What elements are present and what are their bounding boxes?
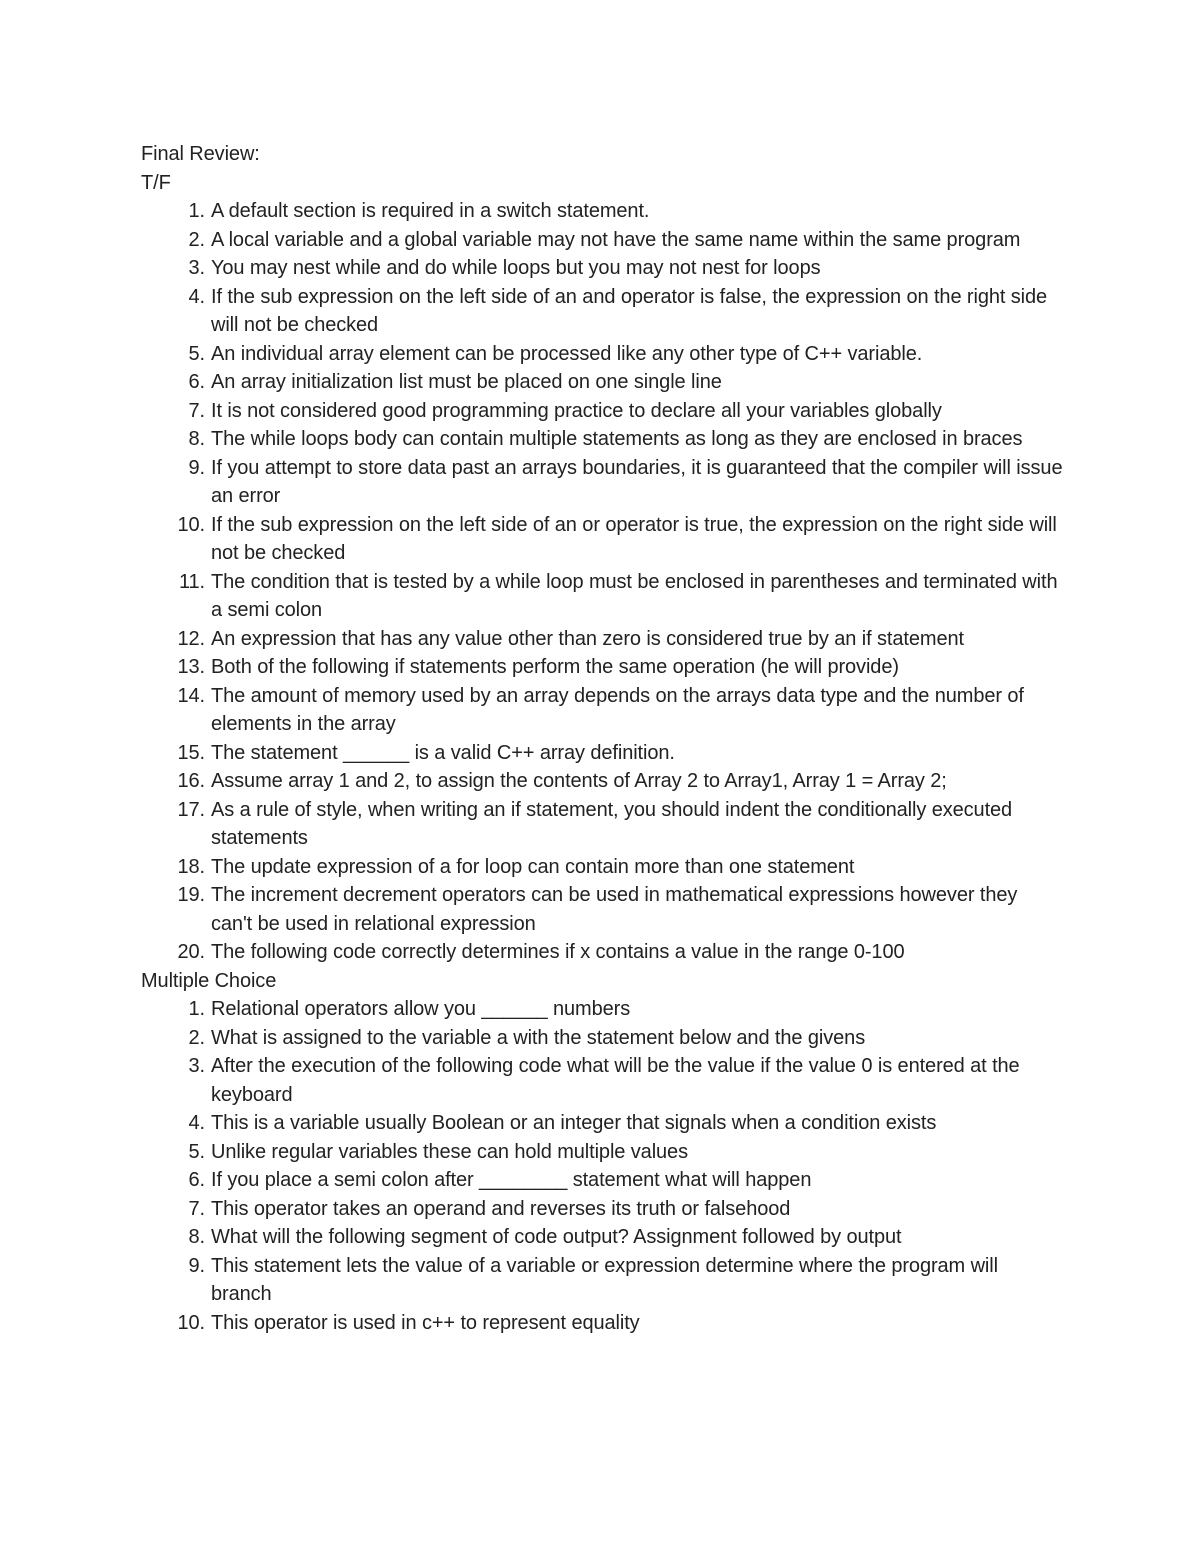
tf-question [141, 425, 1071, 454]
mc-question [141, 1223, 1071, 1252]
question-number: 2. [188, 1026, 205, 1049]
tf-question [141, 397, 1071, 426]
tf-question [141, 853, 1071, 882]
question-number: 9. [188, 1254, 205, 1277]
mc-question [141, 1166, 1071, 1195]
question-text: A default section is required in a switch statement. [211, 200, 650, 222]
question-number: 13. [177, 656, 205, 678]
tf-question [141, 368, 1071, 397]
question-text: This is a variable usually Boolean or an integer that signals when a condition exists [211, 1112, 937, 1134]
question-text: The amount of memory used by an array depends on the arrays data type and the number of elements in the array [211, 684, 1024, 735]
mc-section-heading: Multiple Choice [141, 969, 277, 992]
question-number: 19. [177, 884, 205, 906]
question-text: Unlike regular variables these can hold multiple values [211, 1140, 688, 1163]
question-number: 9. [188, 456, 205, 479]
question-text: If the sub expression on the left side of an and operator is false, the expression on the right side will not be checked [211, 285, 1048, 336]
question-text: The condition that is tested by a while loop must be enclosed in parentheses and terminated with a semi colon [211, 570, 1058, 621]
question-number: 8. [188, 428, 205, 450]
question-text: An expression that has any value other than zero is considered true by an if statement [211, 627, 964, 650]
document-title: Final Review: [141, 143, 260, 165]
question-text: What will the following segment of code output? Assignment followed by output [211, 1226, 902, 1248]
mc-question [141, 1024, 1071, 1053]
tf-question [141, 454, 1071, 511]
question-text: After the execution of the following code what will be the value if the value 0 is entered at the keyboard [211, 1055, 1020, 1106]
tf-question [141, 511, 1071, 568]
question-number: 2. [188, 228, 205, 251]
question-number: 20. [177, 941, 205, 963]
question-number: 4. [188, 285, 205, 308]
question-number: 1. [188, 200, 205, 222]
question-text: The following code correctly determines if x contains a value in the range 0-100 [211, 941, 905, 963]
mc-question [141, 1309, 1071, 1338]
question-text: As a rule of style, when writing an if statement, you should indent the conditionally executed statements [211, 798, 1013, 849]
question-text: You may nest while and do while loops but you may not nest for loops [211, 257, 821, 279]
question-number: 11. [178, 570, 205, 593]
tf-question [141, 682, 1071, 739]
question-number: 14. [177, 684, 205, 707]
question-number: 10. [177, 513, 205, 536]
question-number: 18. [177, 855, 205, 878]
question-text: Assume array 1 and 2, to assign the contents of Array 2 to Array1, Array 1 = Array 2; [211, 770, 947, 792]
question-text: The increment decrement operators can be used in mathematical expressions however they can't be used in relational expression [211, 884, 1018, 935]
question-number: 5. [188, 1140, 205, 1163]
question-number: 7. [188, 1197, 205, 1220]
mc-question [141, 1109, 1071, 1138]
question-text: What is assigned to the variable a with the statement below and the givens [211, 1026, 866, 1049]
question-text: This statement lets the value of a variable or expression determine where the program will branch [211, 1254, 998, 1305]
tf-section-heading: T/F [141, 171, 171, 194]
question-text: Both of the following if statements perform the same operation (he will provide) [211, 656, 899, 678]
question-text: An individual array element can be processed like any other type of C++ variable. [211, 342, 923, 365]
tf-question [141, 625, 1071, 654]
question-text: The update expression of a for loop can contain more than one statement [211, 855, 855, 878]
question-number: 16. [177, 770, 205, 792]
tf-question [141, 254, 1071, 283]
tf-question [141, 881, 1071, 938]
tf-question [141, 568, 1071, 625]
tf-question [141, 283, 1071, 340]
question-text: Relational operators allow you ______ numbers [211, 998, 631, 1020]
question-text: If the sub expression on the left side of an or operator is true, the expression on the right side will not be checked [211, 513, 1057, 564]
question-number: 5. [188, 342, 205, 365]
question-number: 15. [177, 741, 205, 764]
question-text: An array initialization list must be placed on one single line [211, 371, 722, 393]
question-text: This operator is used in c++ to represent equality [211, 1311, 640, 1334]
question-number: 10. [177, 1311, 205, 1334]
mc-question [141, 1195, 1071, 1224]
question-number: 1. [188, 998, 205, 1020]
tf-question-list [141, 197, 1071, 967]
question-text: This operator takes an operand and reverses its truth or falsehood [211, 1197, 791, 1220]
question-number: 17. [177, 798, 205, 821]
question-text: A local variable and a global variable may not have the same name within the same program [211, 228, 1021, 251]
tf-question [141, 226, 1071, 255]
tf-question [141, 653, 1071, 682]
question-number: 7. [188, 399, 205, 422]
tf-question [141, 938, 1071, 967]
tf-question [141, 796, 1071, 853]
question-text: The statement ______ is a valid C++ array definition. [211, 741, 675, 764]
question-number: 8. [188, 1226, 205, 1248]
question-text: It is not considered good programming practice to declare all your variables globally [211, 399, 942, 422]
mc-question [141, 1052, 1071, 1109]
tf-question [141, 767, 1071, 796]
question-text: If you attempt to store data past an arrays boundaries, it is guaranteed that the compiler will issue an error [211, 456, 1063, 507]
tf-question [141, 340, 1071, 369]
question-number: 6. [188, 1169, 205, 1191]
mc-question [141, 1252, 1071, 1309]
question-number: 6. [188, 371, 205, 393]
question-number: 3. [188, 257, 205, 279]
mc-question [141, 1138, 1071, 1167]
question-text: If you place a semi colon after ________ statement what will happen [211, 1169, 812, 1191]
mc-question-list [141, 995, 1071, 1337]
document-body [141, 140, 1071, 1337]
question-number: 3. [188, 1055, 205, 1077]
tf-question [141, 197, 1071, 226]
tf-question [141, 739, 1071, 768]
question-number: 12. [177, 627, 205, 650]
mc-question [141, 995, 1071, 1024]
question-text: The while loops body can contain multiple statements as long as they are enclosed in braces [211, 428, 1023, 450]
question-number: 4. [188, 1112, 205, 1134]
